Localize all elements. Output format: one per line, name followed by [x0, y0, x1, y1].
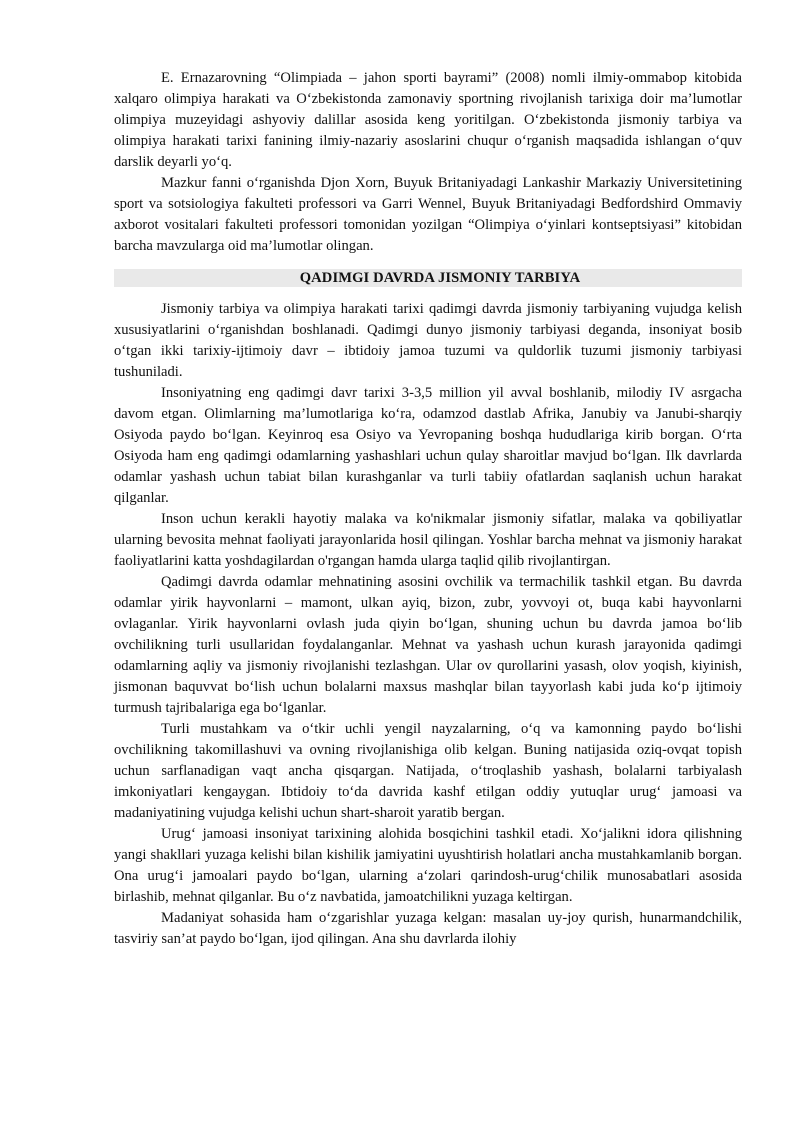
body-paragraph-4: Qadimgi davrda odamlar mehnatining asosini ovchilik va termachilik tashkil etgan. Bu davrda odamlar yirik hayvonlarni – mamont, ulkan ayiq, bizon, zubr, yovvoyi ot, buqa kabi hayvonlarni ovlaganlar. Yirik hayvonlarni ovlash juda qiyin bo‘lgan, shuning uchun bu davrda jamoa bo‘lib ovchilikning turli usullaridan foydalanganlar. Mehnat va yashash uchun kurash jarayonida qadimgi odamlarning aqliy va jismoniy rivojlanishi tezlashgan. Ular ov qurollarini yasash, olov yoqish, kiyinish, jismonan baquvvat bo‘lish uchun bolalarni maxsus mashqlar bilan tayyorlash kabi juda ko‘p ijtimoiy turmush tajribalariga ega bo‘lganlar.	[114, 574, 742, 716]
document-page	[114, 68, 742, 950]
body-paragraph-1: Jismoniy tarbiya va olimpiya harakati tarixi qadimgi davrda jismoniy tarbiyaning vujudga kelish xususiyatlarini o‘rganishdan boshlanadi. Qadimgi dunyo jismoniy tarbiyasi deganda, insoniyat bosib o‘tgan ikki tarixiy-ijtimoiy davr – ibtidoiy jamoa tuzumi va quldorlik tuzumi jismoniy tarbiyasi tushuniladi.	[114, 301, 742, 380]
body-paragraph-3: Inson uchun kerakli hayotiy malaka va ko'nikmalar jismoniy sifatlar, malaka va qobiliyatlar ularning bevosita mehnat faoliyati jarayonlarida hosil qilingan. Yoshlar barcha mehnat va jismoniy harakat faoliyatlarini katta yoshdagilardan o'rgangan hamda ularga taqlid qilib rivojlantirgan.	[114, 511, 742, 569]
body-paragraph-7: Madaniyat sohasida ham o‘zgarishlar yuzaga kelgan: masalan uy-joy qurish, hunarmandchilik, tasviriy san’at paydo bo‘lgan, ijod qilingan. Ana shu davrlarda ilohiy	[114, 910, 742, 947]
intro-paragraph-1: E. Ernazarovning “Olimpiada – jahon sporti bayrami” (2008) nomli ilmiy-ommabop kitobida xalqaro olimpiya harakati va O‘zbekistonda zamonaviy sportning rivojlanish tarixiga doir ma’lumotlar olimpiya muzeyidagi ashyoviy dalillar asosida keng yoritilgan. O‘zbekistonda jismoniy tarbiya va olimpiya harakati tarixi fanining ilmiy-nazariy asoslarini chuqur o‘rganish maqsadida ishlangan o‘quv darslik deyarli yo‘q.	[114, 70, 742, 170]
body-paragraph-6: Urug‘ jamoasi insoniyat tarixining alohida bosqichini tashkil etadi. Xo‘jalikni idora qilishning yangi shakllari yuzaga kelishi bilan kishilik jamiyatini uyushtirish holatlari ancha mustahkamlanib borgan. Ona urug‘i jamoalari paydo bo‘lgan, ularning a‘zolari qarindosh-urug‘chilik munosabatlari asosida birlashib, mehnat qilganlar. Bu o‘z navbatida, jamoatchilikni yuzaga keltirgan.	[114, 826, 742, 905]
section-heading: QADIMGI DAVRDA JISMONIY TARBIYA	[299, 269, 581, 286]
section-heading-bar	[114, 269, 742, 287]
intro-paragraph-2: Mazkur fanni o‘rganishda Djon Xorn, Buyuk Britaniyadagi Lankashir Markaziy Universitetining sport va sotsiologiya fakulteti professori va Garri Wennel, Buyuk Britaniyadagi Bedfordshird Ommaviy axborot vositalari fakulteti professori tomonidan yozilgan “Olimpiya o‘yinlari kontseptsiyasi” kitobidan barcha mavzularga oid ma’lumotlar olingan.	[114, 175, 742, 254]
body-paragraph-5: Turli mustahkam va o‘tkir uchli yengil nayzalarning, o‘q va kamonning paydo bo‘lishi ovchilikning takomillashuvi va ovning rivojlanishiga olib kelgan. Buning natijasida oziq-ovqat topish uchun sarflanadigan vaqt ancha qisqargan. Natijada, o‘troqlashib yashash, bolalarni tarbiyalash imkoniyatlari kengaygan. Ibtidoiy to‘da davrida kashf etilgan oddiy yutuqlar urug‘ jamoasi va madaniyatining vujudga kelishi uchun shart-sharoit yaratib bergan.	[114, 721, 742, 821]
body-paragraph-2: Insoniyatning eng qadimgi davr tarixi 3-3,5 million yil avval boshlanib, milodiy IV asrgacha davom etgan. Olimlarning ma’lumotlariga ko‘ra, odamzod dastlab Afrika, Janubiy va Janubi-sharqiy Osiyoda paydo bo‘lgan. Keyinroq esa Osiyo va Yevropaning boshqa hududlariga kirib borgan. O‘rta Osiyoda ham eng qadimgi odamlarning yashashlari uchun qulay sharoitlar mavjud bo‘lgan. Ilk davrlarda odamlar yashash uchun tabiat bilan kurashganlar va turli tabiiy ofatlardan saqlanish uchun harakat qilganlar.	[114, 385, 742, 506]
